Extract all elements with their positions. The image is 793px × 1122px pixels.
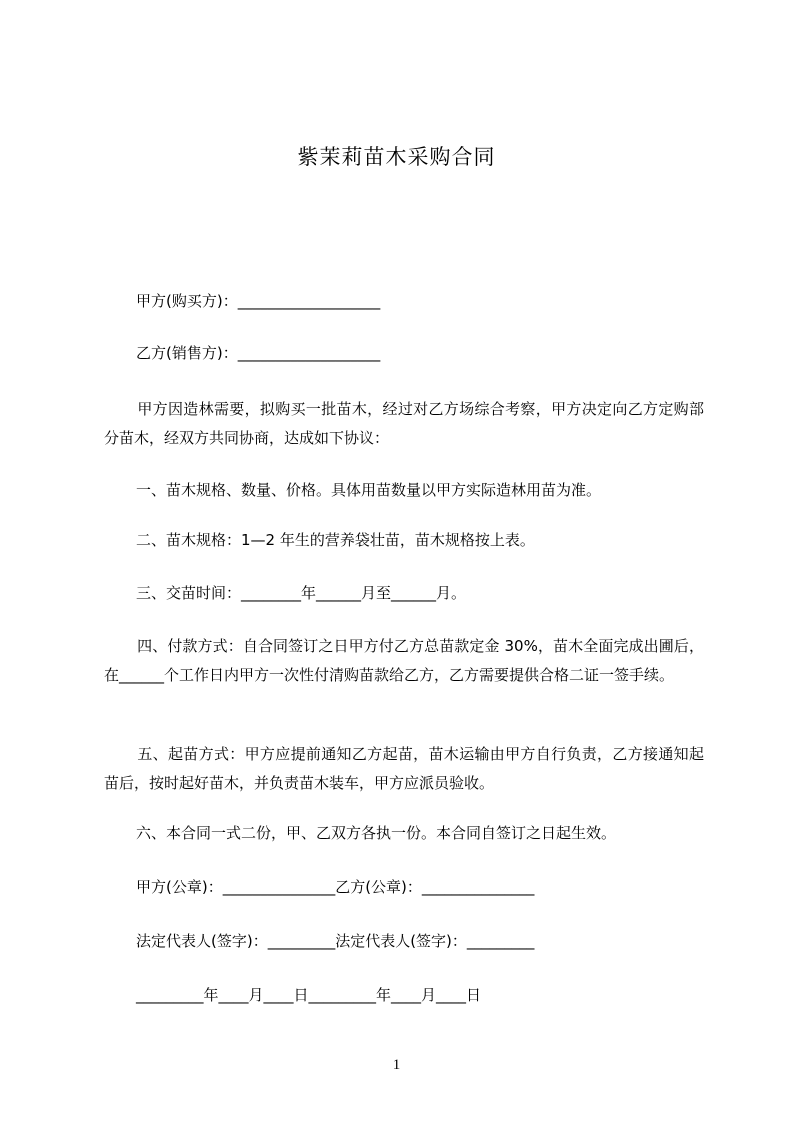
party-a-line: 甲方(购买方)：___________________	[136, 292, 381, 310]
clause-3: 三、交苗时间：________年______月至______月。	[136, 584, 467, 602]
clause-5-paragraph	[104, 740, 704, 798]
party-b-line: 乙方(销售方)：___________________	[136, 344, 381, 362]
seal-line: 甲方(公章)：_______________乙方(公章)：_______________	[136, 878, 535, 896]
clause-2: 二、苗木规格：1—2 年生的营养袋壮苗，苗木规格按上表。	[136, 531, 535, 549]
page-number: 1	[392, 1057, 401, 1073]
clause-6: 六、本合同一式二份，甲、乙双方各执一份。本合同自签订之日起生效。	[136, 824, 617, 842]
intro-paragraph	[104, 395, 704, 453]
intro-text: 甲方因造林需要，拟购买一批苗木，经过对乙方场综合考察，甲方决定向乙方定购部分苗木，经双方共同协商，达成如下协议：	[104, 400, 704, 447]
representative-line: 法定代表人(签字)：_________法定代表人(签字)：_________	[136, 932, 535, 950]
clause-1: 一、苗木规格、数量、价格。具体用苗数量以甲方实际造林用苗为准。	[136, 481, 602, 499]
clause-5-text: 五、起苗方式：甲方应提前通知乙方起苗，苗木运输由甲方自行负责，乙方接通知起苗后，按时起好苗木，并负责苗木装车，甲方应派员验收。	[104, 745, 704, 792]
clause-4-paragraph	[104, 632, 704, 690]
clause-4-text: 四、付款方式：自合同签订之日甲方付乙方总苗款定金 30%，苗木全面完成出圃后，在______个工作日内甲方一次性付清购苗款给乙方，乙方需要提供合格二证一签手续。	[104, 637, 704, 684]
page-title: 紫茉莉苗木采购合同	[297, 145, 496, 169]
date-line: _________年____月____日_________年____月____日	[136, 986, 482, 1004]
